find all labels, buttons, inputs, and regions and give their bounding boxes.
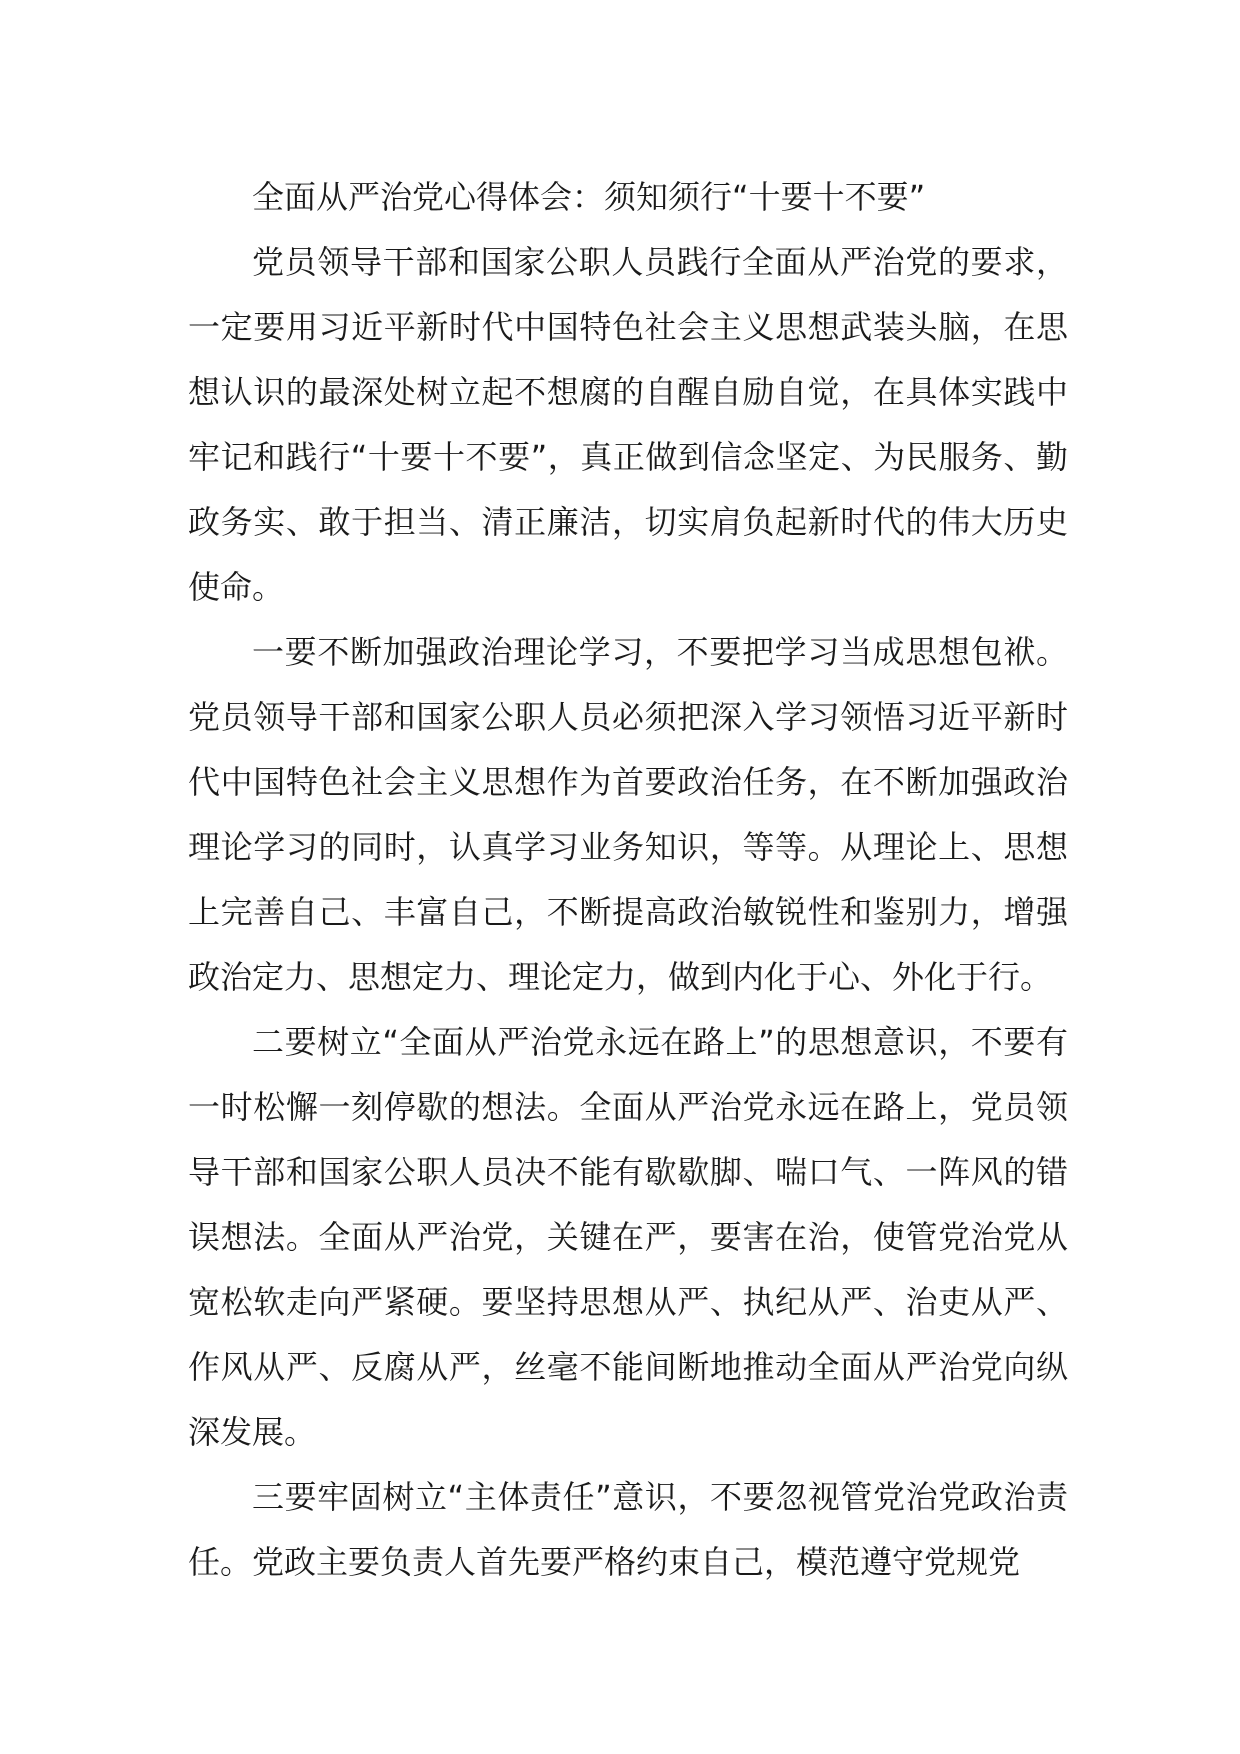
paragraph-point-one: 一要不断加强政治理论学习，不要把学习当成思想包袱。党员领导干部和国家公职人员必须把深入学习领悟习近平新时代中国特色社会主义思想作为首要政治任务，在不断加强政治理论学习的同时，认真学习业务知识，等等。从理论上、思想上完善自己、丰富自己，不断提高政治敏锐性和鉴别力，增强政治定力、思想定力、理论定力，做到内化于心、外化于行。 — [188, 633, 1068, 996]
paragraph-point-two: 二要树立“全面从严治党永远在路上”的思想意识，不要有一时松懈一刻停歇的想法。全面从严治党永远在路上，党员领导干部和国家公职人员决不能有歇歇脚、喘口气、一阵风的错误想法。全面从严治党，关键在严，要害在治，使管党治党从宽松软走向严紧硬。要坚持思想从严、执纪从严、治吏从严、作风从严、反腐从严，丝毫不能间断地推动全面从严治党向纵深发展。 — [188, 1023, 1068, 1451]
paragraph-point-three: 三要牢固树立“主体责任”意识，不要忽视管党治党政治责任。党政主要负责人首先要严格约束自己，模范遵守党规党 — [188, 1478, 1068, 1581]
paragraph-intro: 党员领导干部和国家公职人员践行全面从严治党的要求，一定要用习近平新时代中国特色社会主义思想武装头脑，在思想认识的最深处树立起不想腐的自醒自励自觉，在具体实践中牢记和践行“十要十不要”，真正做到信念坚定、为民服务、勤政务实、敢于担当、清正廉洁，切实肩负起新时代的伟大历史使命。 — [188, 243, 1068, 606]
document-body — [188, 165, 1068, 1595]
document-title: 全面从严治党心得体会：须知须行“十要十不要” — [252, 178, 926, 216]
